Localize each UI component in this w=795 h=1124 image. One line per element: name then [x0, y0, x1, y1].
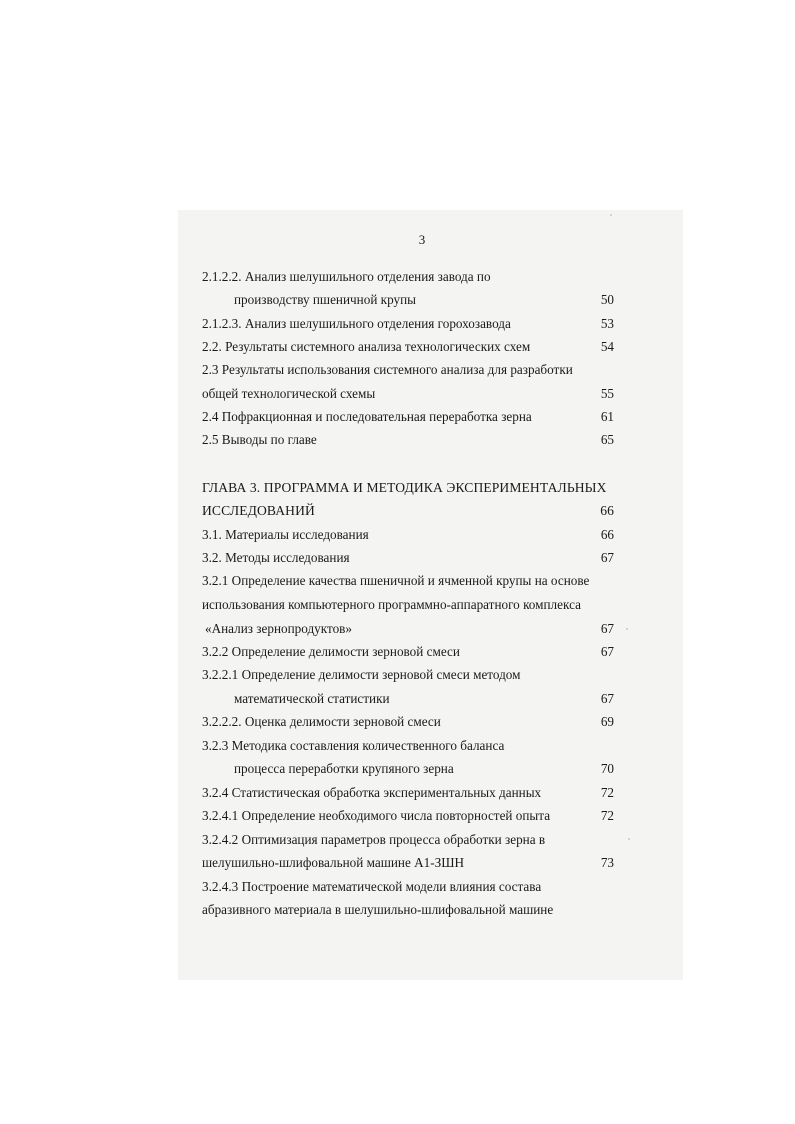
toc-entry-text: 3.1. Материалы исследования	[202, 527, 369, 542]
toc-entry-text: 3.2.2 Определение делимости зерновой смеси	[202, 644, 460, 659]
toc-entry-page: 72	[600, 785, 614, 800]
toc-entry-page: 69	[600, 714, 614, 729]
toc-entry-page: 67	[600, 644, 614, 659]
toc-entry	[0, 901, 795, 919]
toc-entry	[0, 431, 795, 449]
toc-entry	[0, 268, 795, 286]
toc-entry-text: 2.2. Результаты системного анализа технологических схем	[202, 339, 531, 354]
toc-entry-text: 3.2.2.1 Определение делимости зерновой смеси методом	[202, 667, 521, 682]
toc-entry-text: использования компьютерного программно-аппаратного комплекса	[202, 597, 581, 612]
toc-entry	[0, 831, 795, 849]
toc-entry-page: 66	[600, 503, 614, 518]
toc-entry-text: 3.2.4 Статистическая обработка экспериментальных данных	[202, 785, 542, 800]
toc-entry-text: 3.2.4.1 Определение необходимого числа повторностей опыта	[202, 808, 551, 823]
toc-entry	[0, 291, 795, 309]
toc-entry	[0, 643, 795, 661]
toc-entry	[0, 596, 795, 614]
toc-entry	[0, 690, 795, 708]
toc-chapter-heading	[0, 502, 795, 520]
toc-entry-text: 2.3 Результаты использования системного анализа для разработки	[202, 362, 573, 377]
toc-entry-text: 3.2.4.3 Построение математической модели влияния состава	[202, 879, 542, 894]
toc-entry-page: 65	[600, 432, 614, 447]
toc-entry-page: 72	[600, 808, 614, 823]
toc-entry-text: ИССЛЕДОВАНИЙ	[202, 503, 315, 518]
toc-entry-page: 54	[600, 339, 614, 354]
toc-entry-text: 3.2.2.2. Оценка делимости зерновой смеси	[202, 714, 441, 729]
page-number: 3	[418, 232, 426, 247]
toc-entry-text: «Анализ зернопродуктов»	[205, 621, 353, 636]
toc-entry	[0, 361, 795, 379]
toc-entry	[0, 666, 795, 684]
toc-entry-text: 3.2.3 Методика составления количественного баланса	[202, 738, 505, 753]
toc-entry-text: процесса переработки крупяного зерна	[234, 761, 454, 776]
toc-entry-text: 2.1.2.2. Анализ шелушильного отделения завода по	[202, 269, 491, 284]
toc-entry	[0, 385, 795, 403]
toc-entry-text: 2.1.2.3. Анализ шелушильного отделения горохозавода	[202, 316, 511, 331]
toc-entry-text: математической статистики	[234, 691, 390, 706]
toc-entry	[0, 620, 795, 638]
toc-entry-text: абразивного материала в шелушильно-шлифовальной машине	[202, 902, 554, 917]
toc-entry-page: 53	[600, 316, 614, 331]
toc-entry-page: 70	[600, 761, 614, 776]
toc-entry-text: производству пшеничной крупы	[234, 292, 417, 307]
toc-entry-text: 2.5 Выводы по главе	[202, 432, 317, 447]
toc-entry	[0, 408, 795, 426]
toc-entry	[0, 572, 795, 590]
toc-entry-text: 3.2.1 Определение качества пшеничной и ячменной крупы на основе	[202, 573, 590, 588]
toc-entry	[0, 854, 795, 872]
toc-entry-text: 3.2.4.2 Оптимизация параметров процесса обработки зерна в	[202, 832, 546, 847]
toc-entry	[0, 807, 795, 825]
toc-entry-text: ГЛАВА 3. ПРОГРАММА И МЕТОДИКА ЭКСПЕРИМЕНТАЛЬНЫХ	[202, 480, 607, 495]
toc-entry	[0, 737, 795, 755]
toc-entry-page: 67	[600, 550, 614, 565]
toc-entry-text: шелушильно-шлифовальной машине А1-ЗШН	[202, 855, 465, 870]
toc-entry-page: 61	[600, 409, 614, 424]
toc-entry	[0, 338, 795, 356]
toc-entry-page: 66	[600, 527, 614, 542]
toc-entry	[0, 315, 795, 333]
toc-entry-page: 73	[600, 855, 614, 870]
toc-entry	[0, 878, 795, 896]
toc-entry-page: 50	[600, 292, 614, 307]
toc-entry	[0, 526, 795, 544]
toc-entry-page: 67	[600, 691, 614, 706]
toc-chapter-heading	[0, 479, 795, 497]
toc-entry	[0, 760, 795, 778]
toc-entry-text: 2.4 Пофракционная и последовательная переработка зерна	[202, 409, 532, 424]
toc-entry	[0, 713, 795, 731]
toc-entry-page: 67	[600, 621, 614, 636]
toc-entry	[0, 784, 795, 802]
toc-entry-page: 55	[600, 386, 614, 401]
toc-entry-text: 3.2. Методы исследования	[202, 550, 350, 565]
toc-entry	[0, 549, 795, 567]
toc-entry-text: общей технологической схемы	[202, 386, 376, 401]
